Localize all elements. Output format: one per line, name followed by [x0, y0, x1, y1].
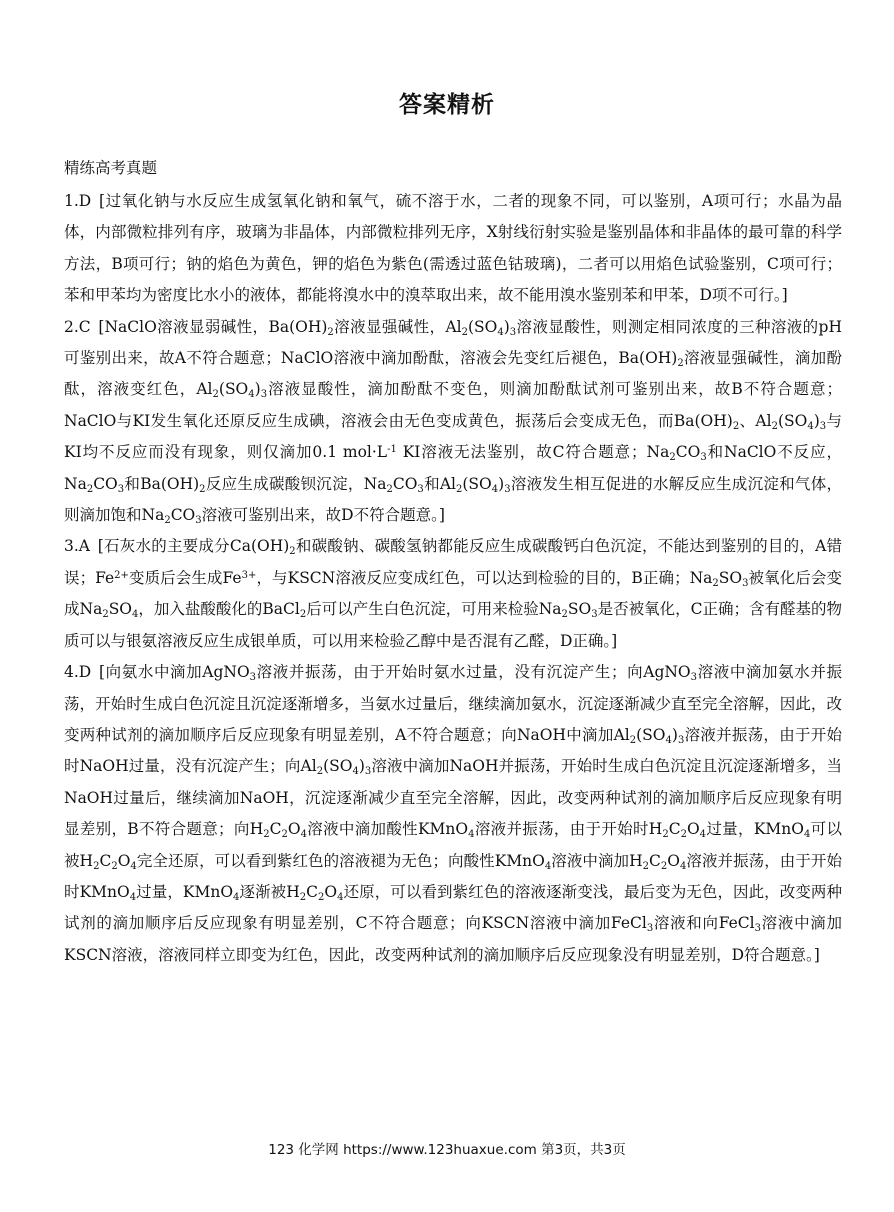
- page-title: 答案精析: [399, 92, 495, 118]
- answer-text: [NaClO溶液显弱碱性，$Ba(OH)_2$溶液显强碱性，$Al_2(SO_4)_3$溶液显酸性，则测定相同浓度的三种溶液的pH可鉴别出来，故A不符合题意；NaClO溶液中滴加酚酞，溶液会先变红后褪色，$Ba(OH)_2$溶液显强碱性，滴加酚酞，溶液变红色，$Al_2(SO_4)_3$溶液显酸性，滴加酚酞不变色，则滴加酚酞试剂可鉴别出来，故B不符合题意；NaClO与KI发生氧化还原反应生成碘，溶液会由无色变成黄色，振荡后会变成无色，而$Ba(OH)_2$、$Al_2(SO_4)_3$与KI均不反应而没有现象，则仅滴加0.1 $mol\cdot L^{-1}$ KI溶液无法鉴别，故C符合题意；$Na_2CO_3$和NaClO不反应，$Na_2CO_3$和$Ba(OH)_2$反应生成碳酸钡沉淀，$Na_2CO_3$和$Al_2(SO_4)_3$溶液发生相互促进的水解反应生成沉淀和气体，则滴加饱和$Na_2CO_3$溶液可鉴别出来，故D不符合题意。]: [64, 317, 842, 527]
- answer-label: 3.A: [64, 537, 90, 556]
- answer-list: [64, 186, 842, 971]
- answer-text: [向氨水中滴加AgNO$_3$溶液并振荡，由于开始时氨水过量，没有沉淀产生；向AgNO$_3$溶液中滴加氨水并振荡，开始时生成白色沉淀且沉淀逐渐增多，当氨水过量后，继续滴加氨水，沉淀逐渐减少直至完全溶解，因此，改变两种试剂的滴加顺序后反应现象有明显差别，A不符合题意；向NaOH中滴加$Al_2(SO_4)_3$溶液并振荡，由于开始时NaOH过量，没有沉淀产生；向$Al_2(SO_4)_3$溶液中滴加NaOH并振荡，开始时生成白色沉淀且沉淀逐渐增多，当NaOH过量后，继续滴加NaOH，沉淀逐渐减少直至完全溶解，因此，改变两种试剂的滴加顺序后反应现象有明显差别，B不符合题意；向$H_2C_2O_4$溶液中滴加酸性KMnO$_4$溶液并振荡，由于开始时$H_2C_2O_4$过量，KMnO$_4$可以被$H_2C_2O_4$完全还原，可以看到紫红色的溶液褪为无色；向酸性KMnO$_4$溶液中滴加$H_2C_2O_4$溶液并振荡，由于开始时KMnO$_4$过量，KMnO$_4$逐渐被$H_2C_2O_4$还原，可以看到紫红色的溶液逐渐变浅，最后变为无色，因此，改变两种试剂的滴加顺序后反应现象有明显差别，C不符合题意；向KSCN溶液中滴加FeCl$_3$溶液和向FeCl$_3$溶液中滴加KSCN溶液，溶液同样立即变为红色，因此，改变两种试剂的滴加顺序后反应现象没有明显差别，D符合题意。]: [64, 663, 843, 964]
- page-footer: 123 化学网 https://www.123huaxue.com 第3页，共3页: [268, 1142, 626, 1158]
- answer-item: [64, 657, 842, 971]
- answer-item: [64, 186, 842, 312]
- answer-item: [64, 531, 842, 657]
- answer-label: 2.C: [64, 317, 91, 336]
- answer-label: 4.D: [64, 663, 92, 682]
- section-heading: 精练高考真题: [64, 159, 158, 177]
- answer-label: 1.D: [64, 192, 92, 210]
- answer-text: [石灰水的主要成分$Ca(OH)_2$和碳酸钠、碳酸氢钠都能反应生成碳酸钙白色沉淀，不能达到鉴别的目的，A错误；$Fe^{2+}$变质后会生成$Fe^{3+}$，与KSCN溶液反应变成红色，可以达到检验的目的，B正确；$Na_2SO_3$被氧化后会变成$Na_2SO_4$，加入盐酸酸化的BaCl$_2$后可以产生白色沉淀，可用来检验$Na_2SO_3$是否被氧化，C正确；含有醛基的物质可以与银氨溶液反应生成银单质，可以用来检验乙醇中是否混有乙醛，D正确。]: [64, 537, 842, 650]
- answer-item: [64, 312, 842, 532]
- answer-text: [过氧化钠与水反应生成氢氧化钠和氧气，硫不溶于水，二者的现象不同，可以鉴别，A项可行；水晶为晶体，内部微粒排列有序，玻璃为非晶体，内部微粒排列无序，X射线衍射实验是鉴别晶体和非晶体的最可靠的科学方法，B项可行；钠的焰色为黄色，钾的焰色为紫色(需透过蓝色钴玻璃)，二者可以用焰色试验鉴别，C项可行；苯和甲苯均为密度比水小的液体，都能将溴水中的溴萃取出来，故不能用溴水鉴别苯和甲苯，D项不可行。]: [64, 192, 842, 305]
